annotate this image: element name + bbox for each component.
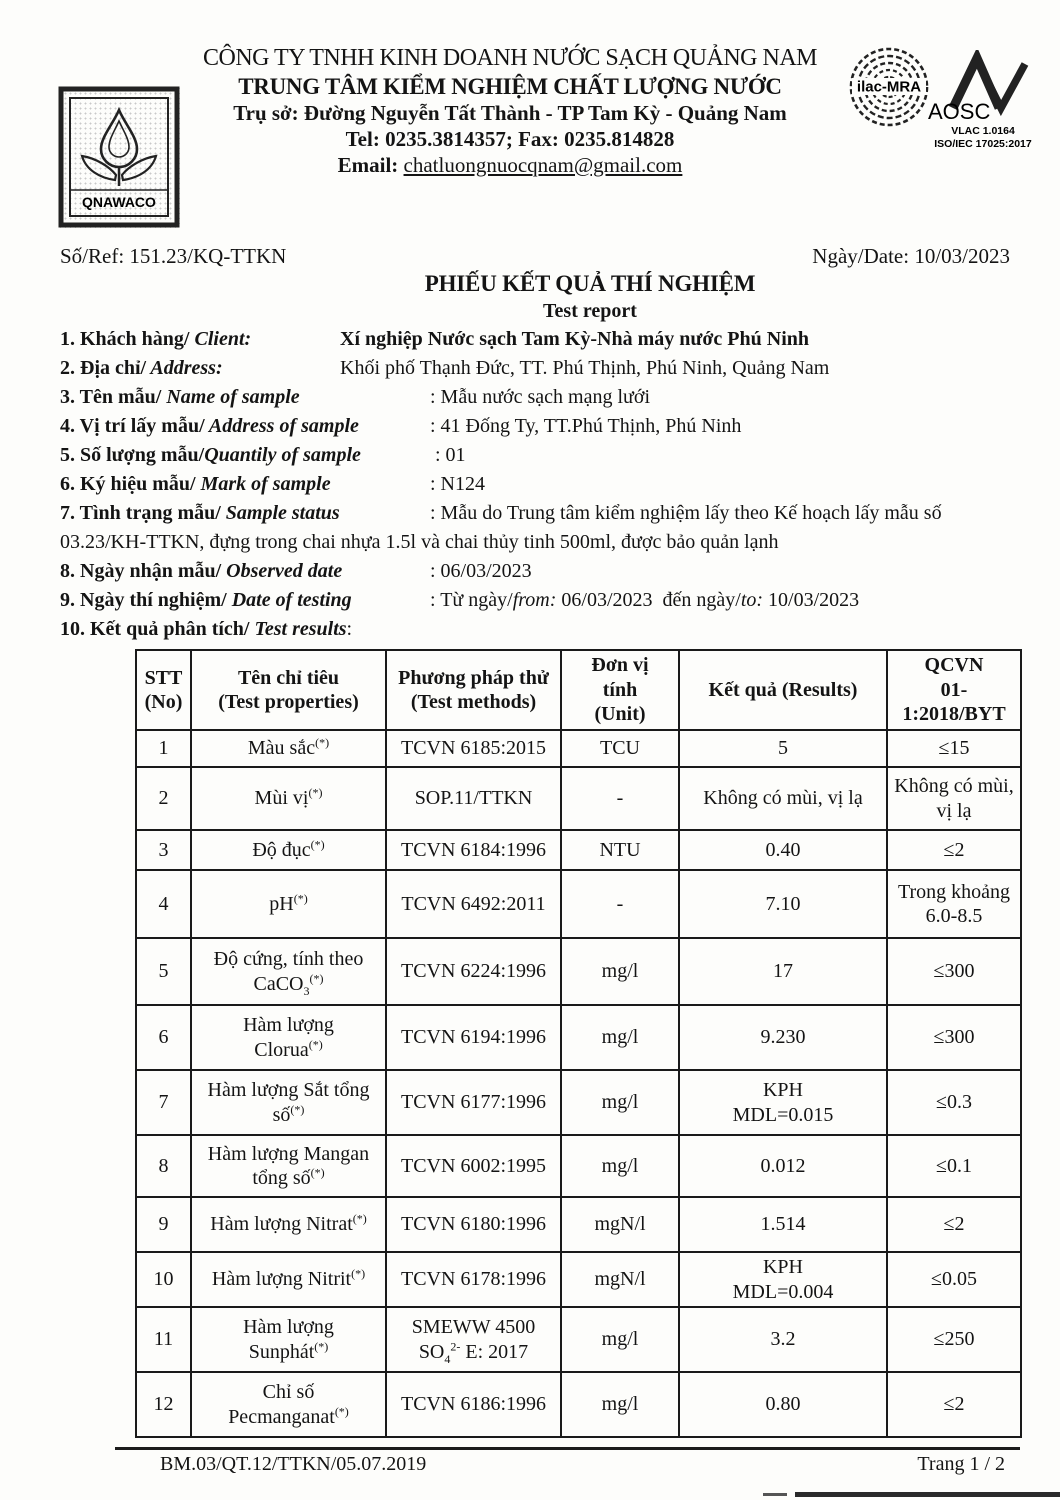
- cell-limit: Không có mùi, vị lạ: [887, 767, 1021, 830]
- cell-no: 11: [136, 1307, 191, 1372]
- cell-result: 0.80: [679, 1372, 887, 1437]
- cell-property: Độ cứng, tính theo CaCO$_3$(*): [191, 938, 386, 1005]
- info-label-en: Quantily of sample: [204, 444, 361, 466]
- info-item-test-results-heading: [60, 615, 1010, 644]
- table-row: [136, 767, 1021, 830]
- cell-result: 0.012: [679, 1135, 887, 1197]
- cell-limit: ≤0.1: [887, 1135, 1021, 1197]
- info-label-vi: 3. Tên mẫu/: [60, 386, 162, 408]
- center-name: TRUNG TÂM KIỂM NGHIỆM CHẤT LƯỢNG NƯỚC: [238, 74, 782, 100]
- cell-property: Hàm lượng Nitrit(*): [191, 1252, 386, 1307]
- info-value: Khối phố Thạnh Đức, TT. Phú Thịnh, Phú Ninh, Quảng Nam: [340, 357, 830, 379]
- cell-method: TCVN 6184:1996: [386, 830, 561, 870]
- cell-unit: -: [561, 870, 679, 938]
- header-cell-no: STT (No): [136, 650, 191, 730]
- info-label-en: Address:: [146, 357, 223, 379]
- email-line: [170, 153, 850, 179]
- cell-property: Độ đục(*): [191, 830, 386, 870]
- info-item-testing-date: [60, 586, 1010, 615]
- letterhead: [170, 44, 850, 178]
- cell-method: TCVN 6002:1995: [386, 1135, 561, 1197]
- info-label-vi: 5. Số lượng mẫu/: [60, 444, 205, 466]
- ref-number: Số/Ref: 151.23/KQ-TTKN: [60, 244, 287, 268]
- table-row: [136, 1005, 1021, 1070]
- info-value: : Từ ngày/from: 06/03/2023 đến ngày/to: 10/03/2023: [430, 589, 860, 611]
- cell-unit: TCU: [561, 730, 679, 767]
- cell-no: 6: [136, 1005, 191, 1070]
- info-label: [60, 412, 430, 441]
- info-label-vi: 6. Ký hiệu mẫu/: [60, 473, 196, 495]
- scan-artifact-line: [795, 1492, 1060, 1497]
- info-item-sample-status: [60, 499, 1010, 557]
- table-row: [136, 1252, 1021, 1307]
- cell-result: 7.10: [679, 870, 887, 938]
- results-table: [135, 649, 1022, 1438]
- aosc-iso-standard: ISO/IEC 17025:2017: [934, 138, 1032, 150]
- company-name: CÔNG TY TNHH KINH DOANH NƯỚC SẠCH QUẢNG NAM: [202, 45, 818, 71]
- aosc-accreditation-mark: [925, 50, 1055, 162]
- info-item-address: [60, 354, 1010, 383]
- info-value: :: [346, 618, 353, 640]
- info-label-vi: 9. Ngày thí nghiệm/: [60, 589, 227, 611]
- header-cell-property: Tên chỉ tiêu (Test properties): [191, 650, 386, 730]
- tel-fax-line: Tel: 0235.3814357; Fax: 0235.814828: [345, 126, 675, 151]
- info-label: [60, 586, 430, 615]
- ref-date-row: [60, 244, 1010, 269]
- qnawaco-logo-icon: [58, 86, 180, 228]
- cell-method: TCVN 6178:1996: [386, 1252, 561, 1307]
- address-line: Trụ sở: Đường Nguyễn Tất Thành - TP Tam Kỳ - Quảng Nam: [233, 101, 787, 126]
- email-label: Email:: [337, 152, 404, 177]
- sample-info-list: [60, 325, 1010, 644]
- cell-property: Hàm lượng Mangan tổng số(*): [191, 1135, 386, 1197]
- email-address: chatluongnuocqnam@gmail.com: [403, 152, 683, 177]
- report-date: Ngày/Date: 10/03/2023: [812, 244, 1010, 268]
- table-row: [136, 870, 1021, 938]
- footer-form-code: BM.03/QT.12/TTKN/05.07.2019: [160, 1453, 427, 1475]
- cell-method: TCVN 6224:1996: [386, 938, 561, 1005]
- page-title: PHIẾU KẾT QUẢ THÍ NGHIỆM: [424, 271, 756, 296]
- cell-result: Không có mùi, vị lạ: [679, 767, 887, 830]
- info-label-en: Address of sample: [204, 415, 359, 437]
- cell-result: 0.40: [679, 830, 887, 870]
- header-cell-method: Phương pháp thử (Test methods): [386, 650, 561, 730]
- cell-method: TCVN 6186:1996: [386, 1372, 561, 1437]
- info-label-vi: 10. Kết quả phân tích/: [60, 618, 250, 640]
- info-item-observed-date: [60, 557, 1010, 586]
- info-item-client: [60, 325, 1010, 354]
- info-label-vi: 1. Khách hàng/: [60, 328, 190, 350]
- cell-method: TCVN 6194:1996: [386, 1005, 561, 1070]
- table-row: [136, 1307, 1021, 1372]
- cell-property: Mùi vị(*): [191, 767, 386, 830]
- info-item-sample-name: [60, 383, 1010, 412]
- cell-limit: ≤300: [887, 1005, 1021, 1070]
- header-cell-result: Kết quả (Results): [679, 650, 887, 730]
- cell-no: 4: [136, 870, 191, 938]
- cell-limit: ≤15: [887, 730, 1021, 767]
- cell-limit: ≤2: [887, 830, 1021, 870]
- table-header-row: [136, 650, 1021, 730]
- info-label-vi: 4. Vị trí lấy mẫu/: [60, 415, 205, 437]
- info-item-quantity: [60, 441, 1010, 470]
- cell-unit: mg/l: [561, 1070, 679, 1135]
- cell-limit: Trong khoảng 6.0-8.5: [887, 870, 1021, 938]
- info-label: [60, 557, 430, 586]
- info-value: : Mẫu do Trung tâm kiểm nghiệm lấy theo Kế hoạch lấy mẫu số 03.23/KH-TTKN, đựng trong chai nhựa 1.5l và chai thủy tinh 500ml, được bảo quản lạnh: [60, 502, 942, 553]
- cell-unit: NTU: [561, 830, 679, 870]
- cell-no: 7: [136, 1070, 191, 1135]
- cell-property: Hàm lượng Nitrat(*): [191, 1197, 386, 1252]
- info-label-en: Date of testing: [226, 589, 352, 611]
- info-item-sample-mark: [60, 470, 1010, 499]
- info-label-vi: 7. Tình trạng mẫu/: [60, 502, 221, 524]
- cell-no: 1: [136, 730, 191, 767]
- cell-unit: mgN/l: [561, 1252, 679, 1307]
- cell-property: Màu sắc(*): [191, 730, 386, 767]
- cell-limit: ≤300: [887, 938, 1021, 1005]
- cell-property: pH(*): [191, 870, 386, 938]
- footer-divider: [115, 1447, 1020, 1450]
- cell-unit: mg/l: [561, 938, 679, 1005]
- info-value: : N124: [430, 473, 485, 495]
- cell-method: TCVN 6185:2015: [386, 730, 561, 767]
- info-value: : 06/03/2023: [430, 560, 532, 582]
- info-label: [60, 383, 430, 412]
- qnawaco-logo-text: QNAWACO: [82, 194, 156, 210]
- cell-limit: ≤2: [887, 1372, 1021, 1437]
- cell-unit: mgN/l: [561, 1197, 679, 1252]
- aosc-icon: [925, 50, 1055, 162]
- info-value: : Mẫu nước sạch mạng lưới: [430, 386, 651, 408]
- cell-unit: mg/l: [561, 1372, 679, 1437]
- scan-artifact-line: [763, 1493, 787, 1496]
- footer: [160, 1453, 1005, 1476]
- cell-method: TCVN 6492:2011: [386, 870, 561, 938]
- info-label: [60, 615, 347, 644]
- table-row: [136, 830, 1021, 870]
- info-label: [60, 499, 430, 528]
- page-subtitle: Test report: [543, 300, 637, 322]
- cell-unit: mg/l: [561, 1307, 679, 1372]
- info-label: [60, 441, 430, 470]
- cell-property: Hàm lượng Sunphát(*): [191, 1307, 386, 1372]
- cell-property: Hàm lượng Clorua(*): [191, 1005, 386, 1070]
- aosc-label: AOSC: [928, 99, 991, 124]
- table-row: [136, 1135, 1021, 1197]
- cell-limit: ≤250: [887, 1307, 1021, 1372]
- info-value: Xí nghiệp Nước sạch Tam Kỳ-Nhà máy nước Phú Ninh: [340, 328, 810, 350]
- info-label-en: Observed date: [221, 560, 343, 582]
- header-cell-unit: Đơn vị tính (Unit): [561, 650, 679, 730]
- cell-method: SMEWW 4500 $SO_4^{2-}$ E: 2017: [386, 1307, 561, 1372]
- cell-property: Hàm lượng Sắt tổng số(*): [191, 1070, 386, 1135]
- ilac-mra-text: ilac-MRA: [856, 78, 922, 96]
- cell-unit: -: [561, 767, 679, 830]
- cell-no: 3: [136, 830, 191, 870]
- ilac-mra-accreditation-mark: [848, 46, 930, 128]
- cell-no: 9: [136, 1197, 191, 1252]
- table-row: [136, 938, 1021, 1005]
- cell-result: KPH MDL=0.015: [679, 1070, 887, 1135]
- info-value: : 41 Đống Ty, TT.Phú Thịnh, Phú Ninh: [430, 415, 742, 437]
- cell-no: 10: [136, 1252, 191, 1307]
- cell-limit: ≤0.3: [887, 1070, 1021, 1135]
- cell-limit: ≤2: [887, 1197, 1021, 1252]
- table-row: [136, 1197, 1021, 1252]
- cell-unit: mg/l: [561, 1005, 679, 1070]
- info-label: [60, 470, 430, 499]
- table-row: [136, 1372, 1021, 1437]
- cell-no: 5: [136, 938, 191, 1005]
- cell-result: 3.2: [679, 1307, 887, 1372]
- info-label-en: Mark of sample: [195, 473, 331, 495]
- header-cell-limit: QCVN 01- 1:2018/BYT: [887, 650, 1021, 730]
- cell-result: 5: [679, 730, 887, 767]
- qnawaco-logo: [58, 86, 180, 228]
- info-label: [60, 325, 340, 354]
- table-row: [136, 730, 1021, 767]
- aosc-cert-number: VLAC 1.0164: [951, 125, 1015, 137]
- ilac-mra-icon: [848, 46, 930, 128]
- cell-unit: mg/l: [561, 1135, 679, 1197]
- cell-method: TCVN 6180:1996: [386, 1197, 561, 1252]
- table-row: [136, 1070, 1021, 1135]
- info-label-en: Test results: [249, 618, 347, 640]
- cell-result: KPH MDL=0.004: [679, 1252, 887, 1307]
- cell-limit: ≤0.05: [887, 1252, 1021, 1307]
- cell-no: 8: [136, 1135, 191, 1197]
- cell-result: 17: [679, 938, 887, 1005]
- cell-result: 9.230: [679, 1005, 887, 1070]
- cell-method: SOP.11/TTKN: [386, 767, 561, 830]
- info-value: : 01: [430, 444, 466, 466]
- cell-result: 1.514: [679, 1197, 887, 1252]
- info-label-vi: 8. Ngày nhận mẫu/: [60, 560, 222, 582]
- footer-page-number: Trang 1 / 2: [917, 1453, 1005, 1475]
- info-label-en: Client:: [189, 328, 252, 350]
- cell-method: TCVN 6177:1996: [386, 1070, 561, 1135]
- info-label-vi: 2. Địa chỉ/: [60, 357, 147, 379]
- info-label: [60, 354, 340, 383]
- info-label-en: Name of sample: [161, 386, 300, 408]
- cell-no: 2: [136, 767, 191, 830]
- info-label-en: Sample status: [220, 502, 340, 524]
- cell-no: 12: [136, 1372, 191, 1437]
- info-item-sample-address: [60, 412, 1010, 441]
- cell-property: Chỉ số Pecmanganat(*): [191, 1372, 386, 1437]
